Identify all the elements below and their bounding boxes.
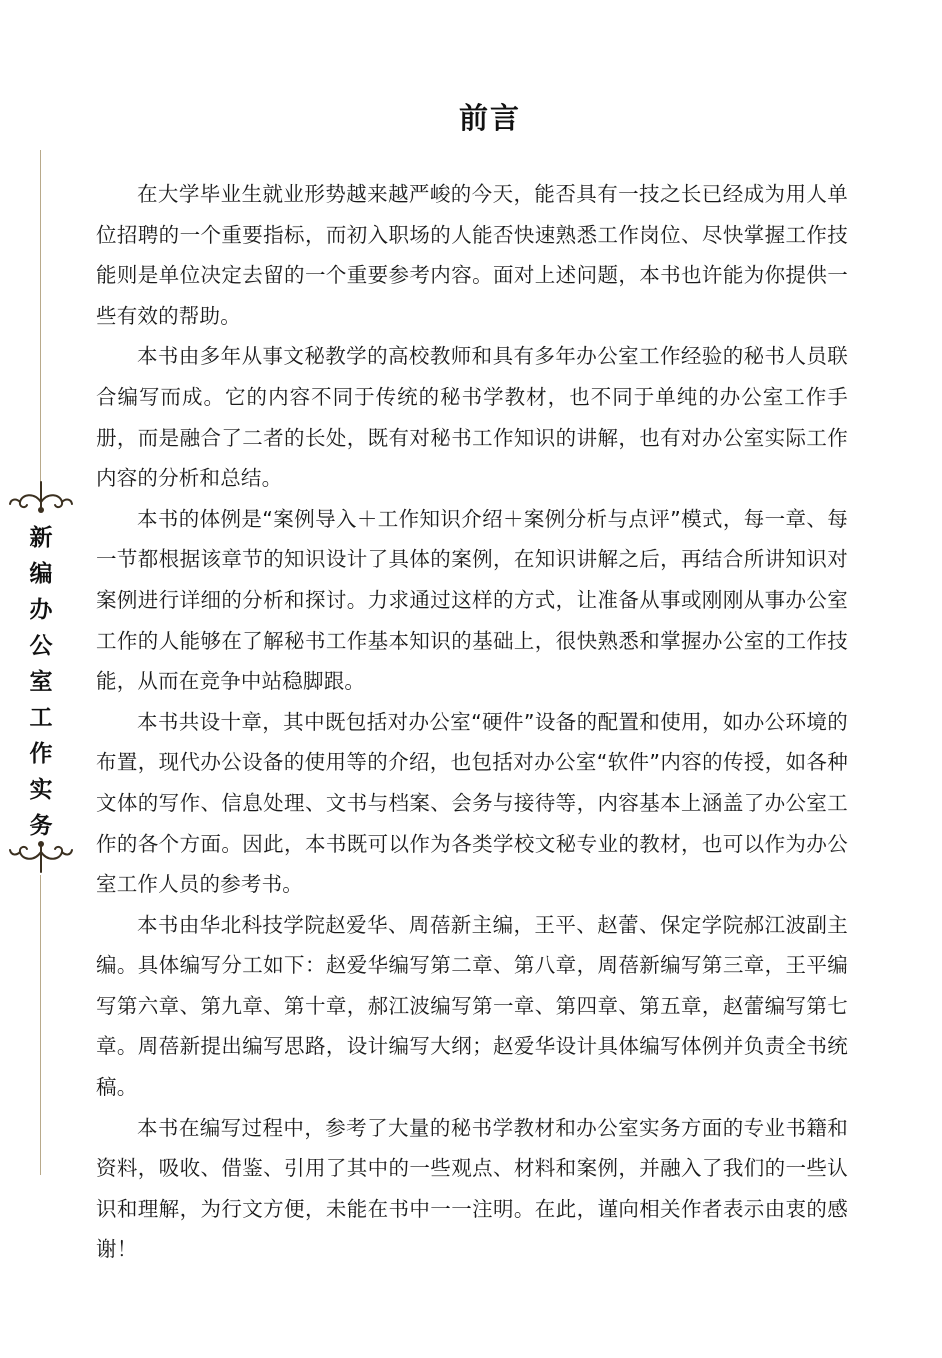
paragraph: 本书由华北科技学院赵爱华、周蓓新主编，王平、赵蕾、保定学院郝江波副主编。具体编写分工如下：赵爱华编写第二章、第八章，周蓓新编写第三章，王平编写第六章、第九章、第十章，郝江波编写第一章、第四章、第五章，赵蕾编写第七章。周蓓新提出编写思路，设计编写大纲；赵爱华设计具体编写体例并负责全书统稿。	[96, 912, 848, 1100]
flourish-top-icon	[8, 480, 74, 516]
side-title-char: 务	[29, 813, 53, 839]
side-title-char: 公	[29, 633, 53, 659]
paragraph: 在大学毕业生就业形势越来越严峻的今天，能否具有一技之长已经成为用人单位招聘的一个重要指标，而初入职场的人能否快速熟悉工作岗位、尽快掌握工作技能则是单位决定去留的一个重要参考内容。面对上述问题，本书也许能为你提供一些有效的帮助。	[96, 182, 848, 328]
side-title-char: 实	[29, 777, 53, 803]
side-title-char: 编	[29, 561, 53, 587]
paragraph: 本书由多年从事文秘教学的高校教师和具有多年办公室工作经验的秘书人员联合编写而成。它的内容不同于传统的秘书学教材，也不同于单纯的办公室工作手册，而是融合了二者的长处，既有对秘书工作知识的讲解，也有对办公室实际工作内容的分析和总结。	[96, 344, 848, 491]
paragraph: 本书的体例是“案例导入＋工作知识介绍＋案例分析与点评”模式，每一章、每一节都根据该章节的知识设计了具体的案例，在知识讲解之后，再结合所讲知识对案例进行详细的分析和探讨。力求通过这样的方式，让准备从事或刚刚从事办公室工作的人能够在了解秘书工作基本知识的基础上，很快熟悉和掌握办公室的工作技能，从而在竞争中站稳脚跟。	[96, 506, 848, 694]
side-title-char: 办	[29, 597, 53, 623]
side-rule-bottom	[40, 875, 41, 1175]
side-title-char: 工	[29, 705, 53, 731]
side-rule-top	[40, 150, 41, 485]
side-title-char: 作	[29, 741, 53, 767]
page-title: 前言	[458, 101, 521, 135]
paragraph: 本书共设十章，其中既包括对办公室“硬件”设备的配置和使用，如办公环境的布置，现代办公设备的使用等的介绍，也包括对办公室“软件”内容的传授，如各种文体的写作、信息处理、文书与档案、会务与接待等，内容基本上涵盖了办公室工作的各个方面。因此，本书既可以作为各类学校文秘专业的教材，也可以作为办公室工作人员的参考书。	[96, 709, 848, 897]
side-title-char: 室	[29, 669, 53, 695]
paragraph: 本书在编写过程中，参考了大量的秘书学教材和办公室实务方面的专业书籍和资料，吸收、借鉴、引用了其中的一些观点、材料和案例，并融入了我们的一些认识和理解，为行文方便，未能在书中一一注明。在此，谨向相关作者表示由衷的感谢！	[96, 1115, 848, 1262]
preface-body	[96, 174, 848, 1270]
flourish-bottom-icon	[8, 838, 74, 874]
side-book-title	[24, 520, 58, 844]
side-title-char: 新	[29, 525, 53, 551]
